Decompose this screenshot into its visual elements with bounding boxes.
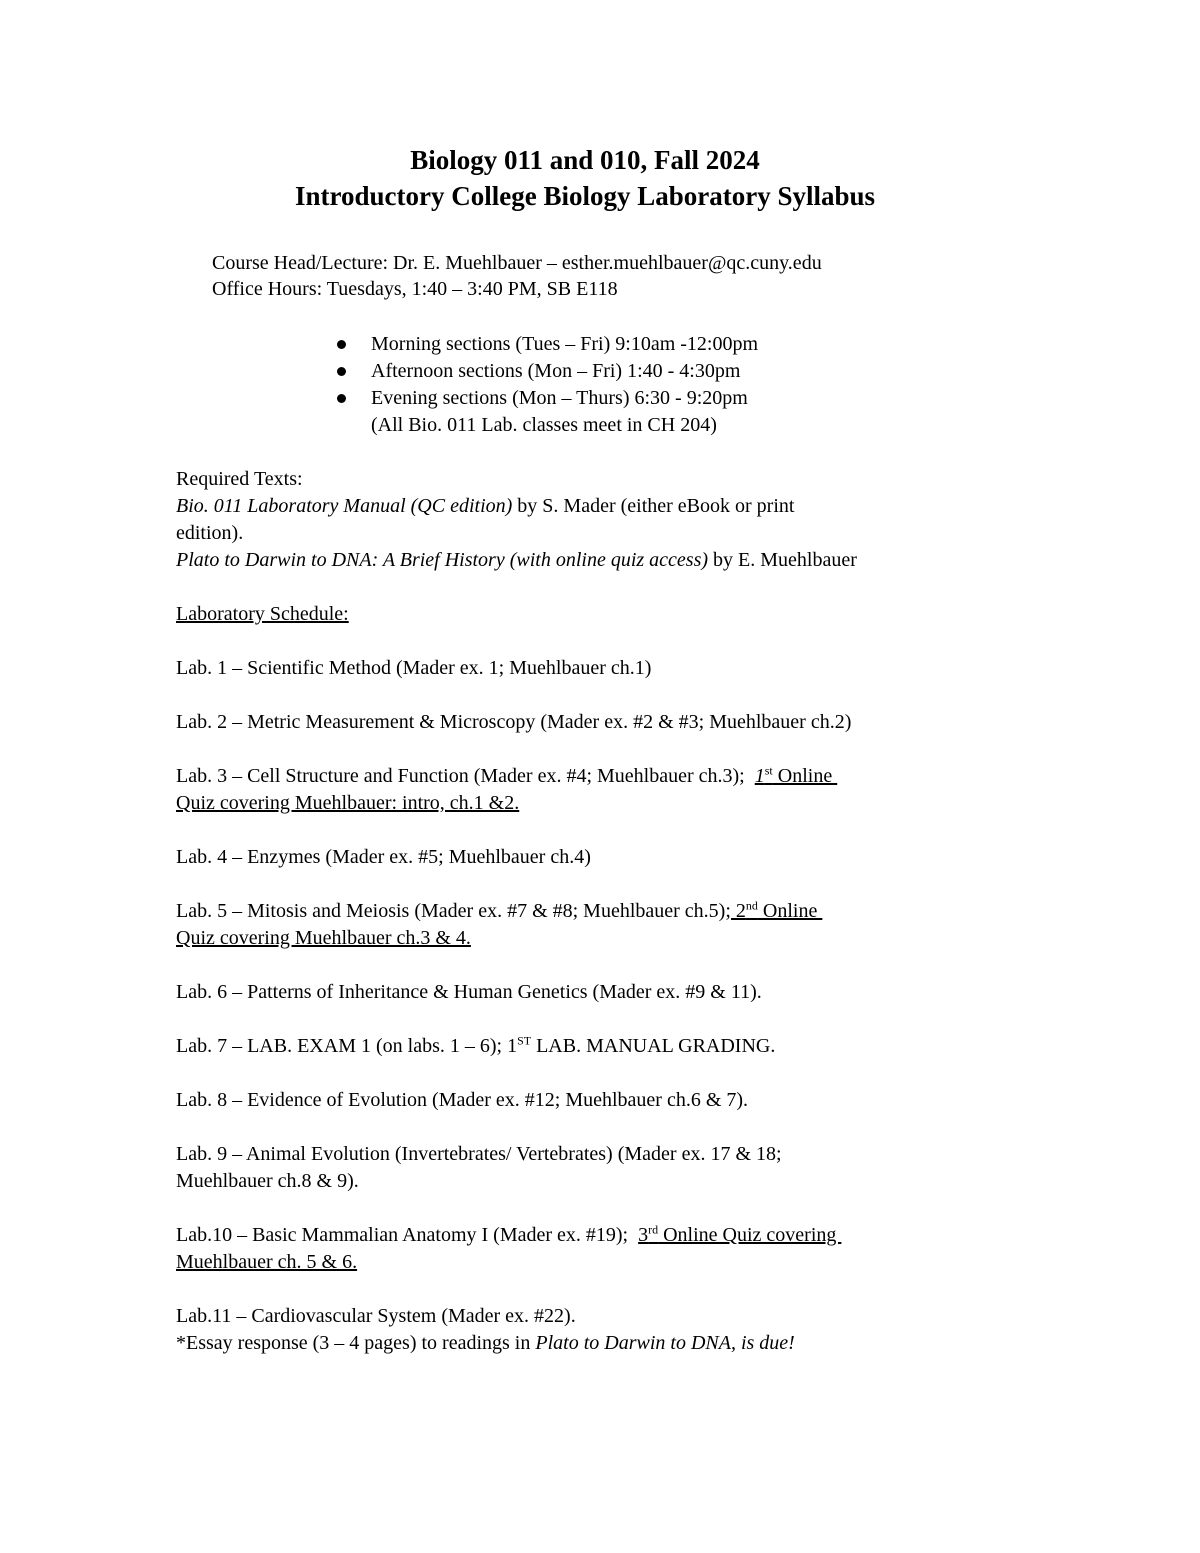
- schedule-heading: Laboratory Schedule:: [176, 603, 349, 625]
- lab-3-quiz: [755, 765, 837, 787]
- lab-11: Lab.11 – Cardiovascular System (Mader ex. #22).: [176, 1305, 576, 1327]
- lab-5-quiz-number: ; 2: [725, 900, 746, 922]
- bullet-icon: [337, 394, 346, 403]
- office-hours: Office Hours: Tuesdays, 1:40 – 3:40 PM, SB E118: [212, 278, 618, 300]
- section-label: Evening sections (Mon – Thurs) 6:30 - 9:20pm: [371, 387, 748, 409]
- required-texts-heading: Required Texts:: [176, 468, 303, 490]
- lab-5-quiz: [725, 900, 822, 922]
- lab-10-quiz: [638, 1224, 841, 1246]
- lab-5-text: Lab. 5 – Mitosis and Meiosis (Mader ex. #7 & #8; Muehlbauer ch.5): [176, 900, 726, 922]
- lab-3-quiz-number: 1: [754, 765, 765, 787]
- lab-7-suffix: ST: [517, 1033, 532, 1048]
- section-label: Afternoon sections (Mon – Fri) 1:40 - 4:30pm: [371, 360, 741, 382]
- lab-2: Lab. 2 – Metric Measurement & Microscopy (Mader ex. #2 & #3; Muehlbauer ch.2): [176, 711, 852, 733]
- book1-title: Bio. 011 Laboratory Manual (QC edition): [176, 495, 513, 517]
- lab-5-cont: Quiz covering Muehlbauer ch.3 & 4.: [176, 927, 471, 949]
- title-line-2: Introductory College Biology Laboratory Syllabus: [294, 181, 876, 211]
- essay-text: *Essay response (3 – 4 pages) to readings in: [176, 1332, 536, 1354]
- lab-7: [176, 1035, 775, 1058]
- lab-3-cont: Quiz covering Muehlbauer: intro, ch.1 &2.: [176, 792, 520, 814]
- section-evening: [371, 387, 748, 410]
- section-afternoon: [371, 360, 740, 383]
- lab-6: Lab. 6 – Patterns of Inheritance & Human Genetics (Mader ex. #9 & 11).: [176, 981, 762, 1003]
- lab-10-text: Lab.10 – Basic Mammalian Anatomy I (Mader ex. #19);: [176, 1224, 639, 1246]
- lab-10-cont: Muehlbauer ch. 5 & 6.: [176, 1251, 358, 1273]
- required-text-1: [176, 495, 794, 518]
- title-line-1: Biology 011 and 010, Fall 2024: [410, 145, 760, 175]
- lab-9: Lab. 9 – Animal Evolution (Invertebrates/ Vertebrates) (Mader ex. 17 & 18;: [176, 1143, 782, 1165]
- lab-4: Lab. 4 – Enzymes (Mader ex. #5; Muehlbauer ch.4): [176, 846, 591, 868]
- lab-1: Lab. 1 – Scientific Method (Mader ex. 1; Muehlbauer ch.1): [176, 657, 652, 679]
- book1-author: by S. Mader (either eBook or print: [512, 495, 795, 517]
- course-head: Course Head/Lecture: Dr. E. Muehlbauer – esther.muehlbauer@qc.cuny.edu: [212, 252, 822, 274]
- lab-5-quiz-suffix: nd: [745, 898, 758, 913]
- essay-book: Plato to Darwin to DNA, is due!: [535, 1332, 795, 1354]
- lab-10: [176, 1224, 841, 1247]
- essay-note: [176, 1332, 795, 1355]
- lab-3: [176, 765, 837, 788]
- lab-10-quiz-suffix: rd: [648, 1222, 659, 1237]
- section-label: Morning sections (Tues – Fri) 9:10am -12:00pm: [371, 333, 759, 355]
- lab-3-quiz-suffix: st: [764, 763, 773, 778]
- lab-3-text: Lab. 3 – Cell Structure and Function (Mader ex. #4; Muehlbauer ch.3);: [176, 765, 755, 787]
- lab-5-quiz-text: Online: [757, 900, 823, 922]
- required-text-2: [176, 549, 857, 572]
- bullet-icon: [337, 340, 346, 349]
- lab-3-quiz-text: Online: [772, 765, 838, 787]
- lab-7-grading: LAB. MANUAL GRADING.: [531, 1035, 776, 1057]
- section-morning: [371, 333, 758, 356]
- lab-10-quiz-text: Online Quiz covering: [658, 1224, 842, 1246]
- room-note: (All Bio. 011 Lab. classes meet in CH 204): [371, 414, 717, 436]
- book2-author: by E. Muehlbauer: [708, 549, 857, 571]
- lab-7-text: Lab. 7 – LAB. EXAM 1 (on labs. 1 – 6); 1: [176, 1035, 518, 1057]
- book2-title: Plato to Darwin to DNA: A Brief History (with online quiz access): [176, 549, 709, 571]
- bullet-icon: [337, 367, 346, 376]
- lab-10-quiz-number: 3: [638, 1224, 649, 1246]
- required-text-1-cont: edition).: [176, 522, 244, 544]
- lab-8: Lab. 8 – Evidence of Evolution (Mader ex. #12; Muehlbauer ch.6 & 7).: [176, 1089, 749, 1111]
- lab-9-cont: Muehlbauer ch.8 & 9).: [176, 1170, 359, 1192]
- lab-5: [176, 900, 822, 923]
